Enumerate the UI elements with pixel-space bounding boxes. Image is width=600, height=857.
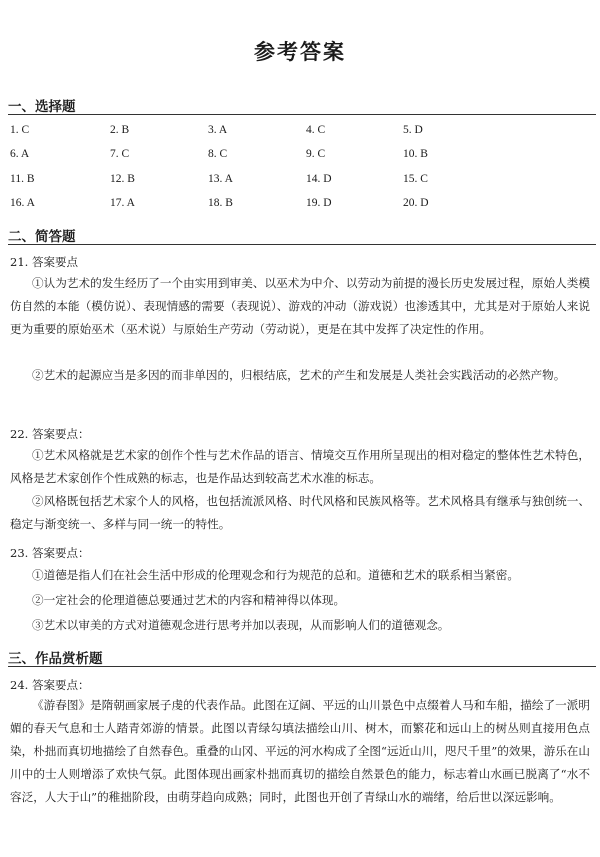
- answer-item: 1. C: [10, 124, 30, 136]
- question-label-22: 22. 答案要点：: [10, 427, 90, 441]
- answer-item: 3. A: [208, 124, 228, 136]
- answer-item: 14. D: [306, 173, 332, 185]
- answer-item: 9. C: [306, 148, 326, 160]
- section-heading-short: 二、简答题: [8, 229, 76, 245]
- answer-item: 5. D: [403, 124, 423, 136]
- answer-paragraph: ①认为艺术的发生经历了一个由实用到审美、以巫术为中介、以劳动为前提的漫长历史发展过程，原始人类模仿自然的本能（模仿说）、表现情感的需要（表现说）、游戏的冲动（游戏说）也渗透其中，尤其是对于原始人来说更为重要的原始巫术（巫术说）与原始生产劳动（劳动说），更是在其中发挥了决定性的作用。: [10, 276, 590, 336]
- question-label-21: 21. 答案要点: [10, 255, 78, 269]
- section-heading-choice: 一、选择题: [8, 99, 76, 115]
- answer-item: 17. A: [110, 197, 135, 209]
- answer-paragraph: ②艺术的起源应当是多因的而非单因的，归根结底，艺术的产生和发展是人类社会实践活动的必然产物。: [32, 368, 566, 382]
- answer-paragraph: ①艺术风格就是艺术家的创作个性与艺术作品的语言、情境交互作用所呈现出的相对稳定的整体性艺术特色，风格是艺术家创作个性成熟的标志，也是作品达到较高艺术水准的标志。: [10, 448, 590, 485]
- answer-row: [10, 148, 590, 166]
- answer-item: 13. A: [208, 173, 233, 185]
- answer-paragraph: ②一定社会的伦理道德总要通过艺术的内容和精神得以体现。: [32, 593, 346, 607]
- answer-paragraph: 《游春图》是隋朝画家展子虔的代表作品。此图在辽阔、平远的山川景色中点缀着人马和车船，描绘了一派明媚的春天气息和士人踏青郊游的情景。此图以青绿勾填法描绘山川、树木，而繁花和远山上的树丛则直接用色点染，朴拙而真切地描绘了自然春色。重叠的山冈、平远的河水构成了全图“远近山川，咫尺千里”的效果，游乐在山川中的士人则增添了欢快气氛。此图体现出画家朴拙而真切的描绘自然景色的能力，标志着山水画已脱离了“水不容泛，人大于山”的稚拙阶段，由萌芽趋向成熟；同时，此图也开创了青绿山水的端绪，给后世以深远影响。: [10, 698, 590, 804]
- answer-row: [10, 173, 590, 191]
- answer-row: [10, 124, 590, 142]
- answer-paragraph: ②风格既包括艺术家个人的风格，也包括流派风格、时代风格和民族风格等。艺术风格具有继承与独创统一、稳定与渐变统一、多样与同一统一的特性。: [10, 494, 590, 531]
- section-heading-appreciation: 三、作品赏析题: [8, 651, 103, 667]
- answer-item: 11. B: [10, 173, 35, 185]
- answer-item: 8. C: [208, 148, 228, 160]
- answer-row: [10, 197, 590, 215]
- answer-item: 18. B: [208, 197, 233, 209]
- answer-item: 7. C: [110, 148, 130, 160]
- answer-item: 4. C: [306, 124, 326, 136]
- answer-paragraph: ③艺术以审美的方式对道德观念进行思考并加以表现，从而影响人们的道德观念。: [32, 618, 450, 632]
- answer-item: 2. B: [110, 124, 130, 136]
- answer-item: 20. D: [403, 197, 429, 209]
- section-divider: [8, 666, 596, 667]
- section-divider: [8, 114, 596, 115]
- answer-paragraph: ①道德是指人们在社会生活中形成的伦理观念和行为规范的总和。道德和艺术的联系相当紧密。: [32, 568, 519, 582]
- section-divider: [8, 244, 596, 245]
- answer-item: 19. D: [306, 197, 332, 209]
- question-label-24: 24. 答案要点：: [10, 678, 90, 692]
- page-title: 参考答案: [254, 40, 346, 64]
- answer-item: 10. B: [403, 148, 428, 160]
- answer-item: 16. A: [10, 197, 35, 209]
- question-label-23: 23. 答案要点：: [10, 546, 90, 560]
- answer-item: 15. C: [403, 173, 428, 185]
- answer-item: 6. A: [10, 148, 30, 160]
- answer-item: 12. B: [110, 173, 135, 185]
